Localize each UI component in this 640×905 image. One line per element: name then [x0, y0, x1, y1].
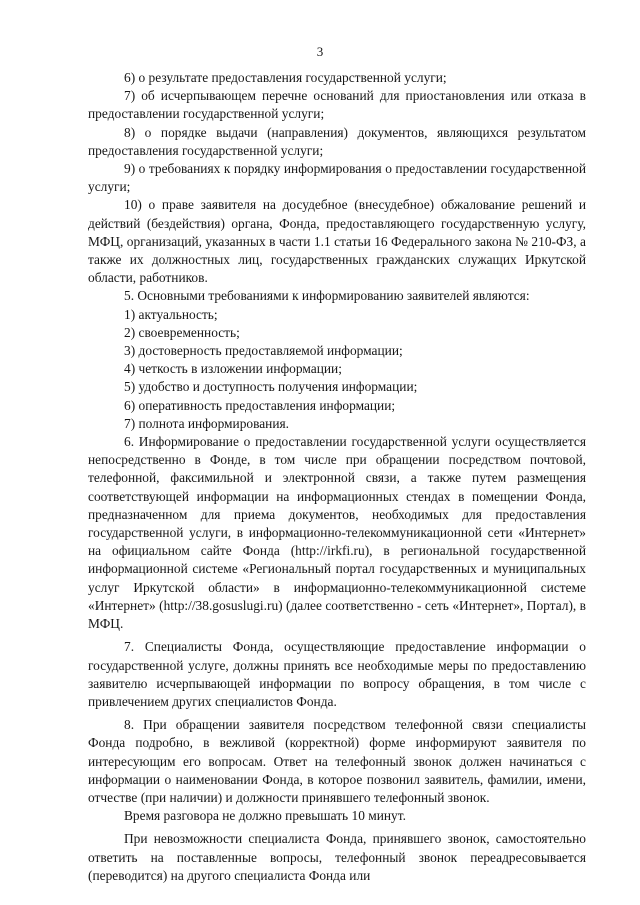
paragraph-call-duration: Время разговора не должно превышать 10 минут.	[124, 808, 406, 824]
document-body	[88, 69, 586, 885]
list-item: 1) актуальность;	[124, 306, 218, 322]
section-heading-5: 5. Основными требованиями к информированию заявителей являются:	[124, 288, 530, 304]
list-item: 4) четкость в изложении информации;	[124, 361, 342, 377]
paragraph-call-transfer: При невозможности специалиста Фонда, принявшего звонок, самостоятельно ответить на поставленные вопросы, телефонный звонок переадресовывается (переводится) на другого специалиста Фонда или	[88, 831, 586, 883]
list-item: 8) о порядке выдачи (направления) документов, являющихся результатом предоставления государственной услуги;	[88, 124, 586, 158]
list-item: 10) о праве заявителя на досудебное (внесудебное) обжалование решений и действий (бездействия) органа, Фонда, предоставляющего государственную услугу, МФЦ, организаций, указанных в части 1.1 статьи 16 Федерального закона № 210-ФЗ, а также их должностных лиц, государственных гражданских служащих Иркутской области, работников.	[88, 197, 586, 286]
list-item: 7) об исчерпывающем перечне оснований для приостановления или отказа в предоставлении государственной услуги;	[88, 88, 586, 122]
paragraph-8: 8. При обращении заявителя посредством телефонной связи специалисты Фонда подробно, в вежливой (корректной) форме информируют заявителя по интересующим его вопросам. Ответ на телефонный звонок должен начинаться с информации о наименовании Фонда, в которое позвонил заявитель, фамилии, имени, отчестве (при наличии) и должности принявшего телефонный звонок.	[88, 717, 586, 805]
list-item: 6) о результате предоставления государственной услуги;	[124, 70, 447, 85]
paragraph-7: 7. Специалисты Фонда, осуществляющие предоставление информации о государственной услуге, должны принять все необходимые меры по предоставлению заявителю исчерпывающей информации по вопросу обращения, в том числе с привлечением других специалистов Фонда.	[88, 639, 586, 709]
list-item: 6) оперативность предоставления информации;	[124, 397, 396, 413]
list-item: 9) о требованиях к порядку информирования о предоставлении государственной услуги;	[88, 161, 586, 195]
list-item: 3) достоверность предоставляемой информации;	[124, 343, 403, 359]
list-item: 2) своевременность;	[124, 324, 240, 340]
paragraph-6: 6. Информирование о предоставлении государственной услуги осуществляется непосредственно в Фонде, в том числе при обращении посредством почтовой, телефонной, факсимильной и электронной связи, а также путем размещения соответствующей информации на информационных стендах в помещении Фонда, предназначенном для приема документов, необходимых для предоставления государственной услуги, в информационно-телекоммуникационной сети «Интернет» на официальном сайте Фонда (http://irkfi.ru), в региональной государственной информационной системе «Региональный портал государственных и муниципальных услуг Иркутской области» в информационно-телекоммуникационной системе «Интернет» (http://38.gosuslugi.ru) (далее соответственно - сеть «Интернет», Портал), в МФЦ.	[88, 434, 586, 632]
list-item: 7) полнота информирования.	[124, 415, 290, 431]
list-item: 5) удобство и доступность получения информации;	[124, 379, 418, 395]
page-number: 3	[316, 44, 324, 59]
